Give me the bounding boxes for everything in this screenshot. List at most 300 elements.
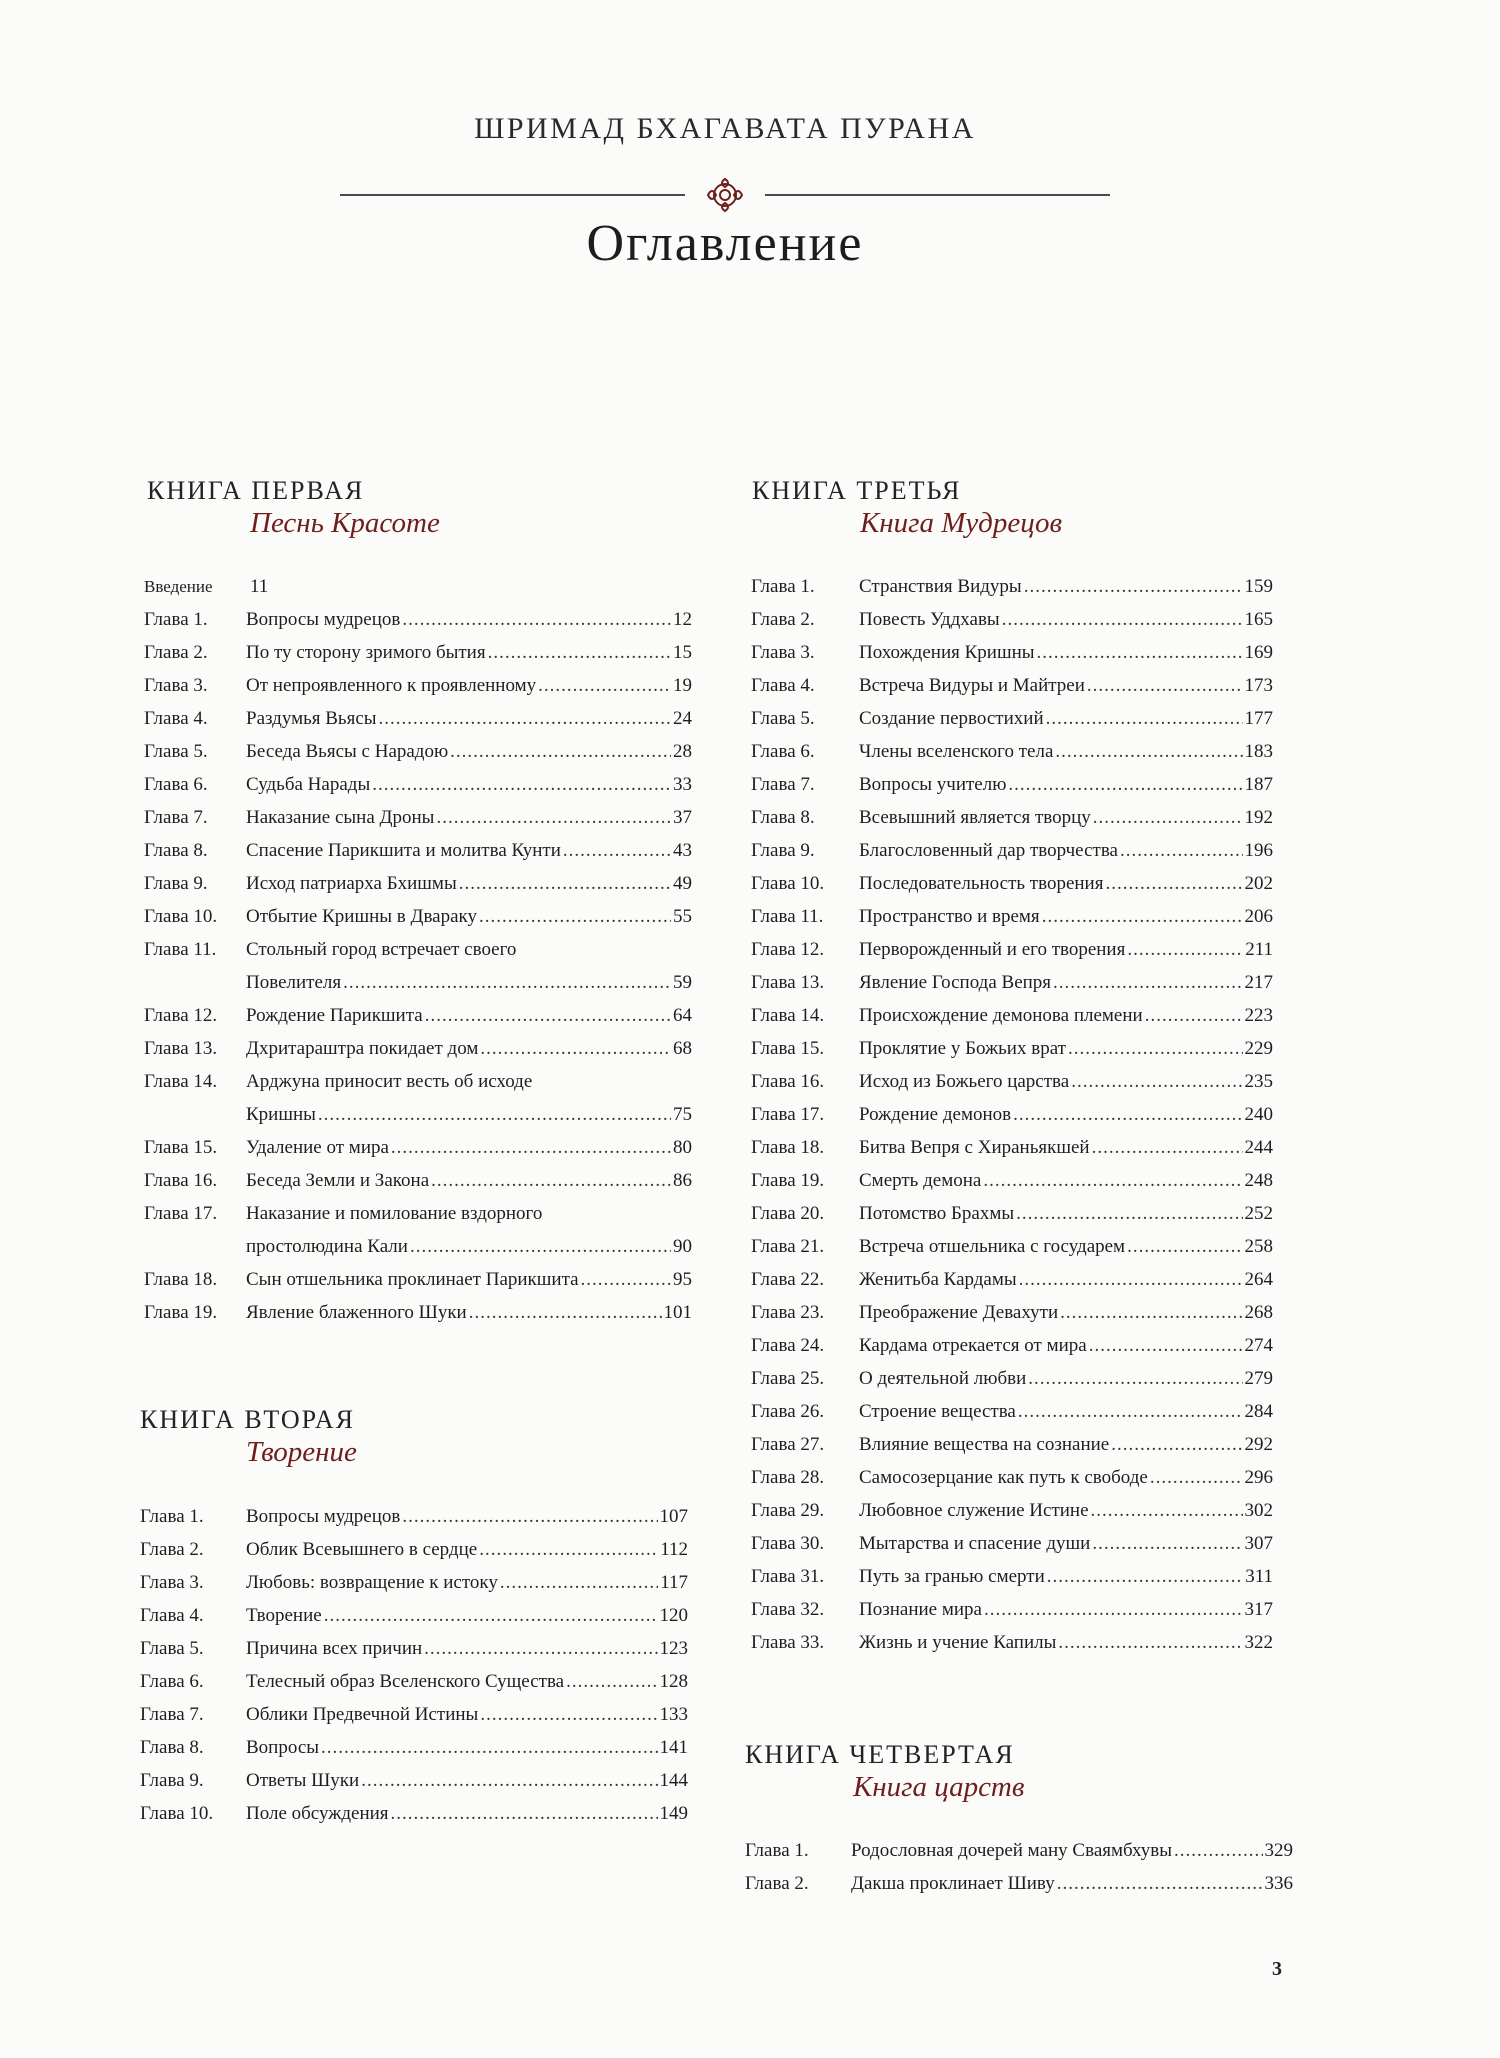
toc-entry: [246, 1797, 688, 1830]
toc-label: Глава 5.: [140, 1638, 204, 1659]
dot-leader: [318, 1098, 671, 1131]
toc-label: Глава 6.: [140, 1671, 204, 1692]
toc-row[interactable]: [751, 1296, 1273, 1329]
toc-entry: [246, 1098, 692, 1131]
toc-label: Глава 14.: [751, 1005, 825, 1026]
toc-page: 206: [1244, 906, 1273, 927]
toc-row[interactable]: [140, 1632, 688, 1665]
toc-title-continuation: Кришны: [246, 1104, 316, 1125]
book2-toc: [140, 1500, 688, 1830]
toc-page: 268: [1244, 1302, 1273, 1323]
book1-name: КНИГА ПЕРВАЯ: [147, 476, 365, 505]
toc-label: Глава 12.: [751, 939, 825, 960]
toc-label: Введение: [144, 577, 213, 596]
dot-leader: [1091, 1494, 1243, 1527]
toc-row[interactable]: [144, 867, 692, 900]
dot-leader: [1028, 1362, 1242, 1395]
toc-page: 284: [1244, 1401, 1273, 1422]
toc-title: Спасение Парикшита и молитва Кунти: [246, 840, 561, 861]
page-number: 3: [1272, 1958, 1282, 1980]
toc-label: Глава 31.: [751, 1566, 825, 1587]
toc-row[interactable]: [751, 1593, 1273, 1626]
toc-title: Ответы Шуки: [246, 1770, 360, 1791]
toc-row[interactable]: [140, 1665, 688, 1698]
toc-page: 75: [673, 1104, 692, 1125]
dot-leader: [410, 1230, 671, 1263]
dot-leader: [425, 999, 671, 1032]
dot-leader: [459, 867, 671, 900]
toc-page: 252: [1244, 1203, 1273, 1224]
dot-leader: [1174, 1834, 1263, 1867]
toc-entry: [859, 933, 1273, 966]
toc-row[interactable]: [144, 900, 692, 933]
toc-label: Глава 19.: [751, 1170, 825, 1191]
toc-row[interactable]: [140, 1731, 688, 1764]
toc-row[interactable]: [751, 603, 1273, 636]
dot-leader: [1087, 669, 1243, 702]
toc-entry: [859, 1197, 1273, 1230]
book1-heading: [147, 476, 440, 540]
toc-title: Судьба Нарады: [246, 774, 371, 795]
dot-leader: [1071, 1065, 1242, 1098]
toc-label: Глава 33.: [751, 1632, 825, 1653]
dot-leader: [1058, 1626, 1242, 1659]
toc-entry: [859, 735, 1273, 768]
dot-leader: [324, 1599, 658, 1632]
toc-row[interactable]: [751, 1197, 1273, 1230]
toc-page: 141: [659, 1737, 688, 1758]
toc-row[interactable]: [140, 1599, 688, 1632]
toc-label: Глава 10.: [144, 906, 218, 927]
toc-label: Глава 9.: [140, 1770, 204, 1791]
toc-page: 296: [1244, 1467, 1273, 1488]
toc-label: Глава 7.: [144, 807, 208, 828]
toc-entry: [246, 1599, 688, 1632]
toc-entry: [246, 1500, 688, 1533]
toc-entry: [246, 1632, 688, 1665]
dot-leader: [1111, 1428, 1242, 1461]
toc-page: 177: [1244, 708, 1273, 729]
toc-entry: [859, 636, 1273, 669]
toc-entry: [859, 1164, 1273, 1197]
book1-toc: [144, 570, 692, 1329]
book4-name: КНИГА ЧЕТВЕРТАЯ: [745, 1740, 1015, 1769]
toc-row[interactable]: [751, 1527, 1273, 1560]
toc-page: 33: [673, 774, 692, 795]
toc-title: Явление Господа Вепря: [859, 972, 1052, 993]
toc-row[interactable]: [144, 735, 692, 768]
dot-leader: [1127, 1230, 1242, 1263]
toc-page: 144: [659, 1770, 688, 1791]
dot-leader: [1120, 834, 1243, 867]
toc-page: 112: [660, 1539, 688, 1560]
toc-title: Повесть Уддхавы: [859, 609, 1000, 630]
toc-title: Странствия Видуры: [859, 576, 1022, 597]
toc-title: Явление блаженного Шуки: [246, 1302, 467, 1323]
toc-label: Глава 8.: [140, 1737, 204, 1758]
toc-row-continuation[interactable]: [144, 1230, 692, 1263]
toc-row[interactable]: [144, 702, 692, 735]
toc-label: Глава 21.: [751, 1236, 825, 1257]
toc-entry: [246, 1731, 688, 1764]
toc-page: 211: [1245, 939, 1273, 960]
toc-title: Вопросы мудрецов: [246, 1506, 401, 1527]
toc-entry: [246, 1698, 688, 1731]
toc-title: Раздумья Вьясы: [246, 708, 377, 729]
toc-entry: [859, 999, 1273, 1032]
toc-title: Проклятие у Божьих врат: [859, 1038, 1066, 1059]
toc-entry: [859, 1395, 1273, 1428]
toc-title: Сын отшельника проклинает Парикшита: [246, 1269, 579, 1290]
toc-page: 229: [1244, 1038, 1273, 1059]
toc-page: 117: [660, 1572, 688, 1593]
toc-page: 133: [659, 1704, 688, 1725]
toc-title: Беседа Земли и Закона: [246, 1170, 430, 1191]
toc-title: Женитьба Кардамы: [859, 1269, 1017, 1290]
toc-row[interactable]: [751, 1626, 1273, 1659]
toc-page: 128: [659, 1671, 688, 1692]
toc-page: 302: [1244, 1500, 1273, 1521]
toc-label: Глава 15.: [144, 1137, 218, 1158]
dot-leader: [402, 603, 671, 636]
toc-page: 15: [673, 642, 692, 663]
toc-entry: [246, 1131, 692, 1164]
toc-entry: [859, 570, 1273, 603]
dot-leader: [479, 900, 671, 933]
toc-row[interactable]: [751, 1164, 1273, 1197]
dot-leader: [391, 1131, 671, 1164]
toc-page: 43: [673, 840, 692, 861]
toc-row[interactable]: [144, 1131, 692, 1164]
toc-entry: [859, 1065, 1273, 1098]
toc-row[interactable]: [751, 768, 1273, 801]
dot-leader: [379, 702, 671, 735]
dot-leader: [1060, 1296, 1242, 1329]
toc-row[interactable]: [751, 1428, 1273, 1461]
toc-title: Происхождение демонова племени: [859, 1005, 1143, 1026]
toc-row[interactable]: [751, 1560, 1273, 1593]
toc-entry: [859, 1263, 1273, 1296]
toc-entry: [246, 702, 692, 735]
toc-title: Всевышний является творцу: [859, 807, 1091, 828]
toc-entry: [246, 1665, 688, 1698]
toc-entry: [246, 1230, 692, 1263]
toc-label: Глава 12.: [144, 1005, 218, 1026]
toc-entry: [246, 966, 692, 999]
toc-entry: [246, 1164, 692, 1197]
toc-title: Дакша проклинает Шиву: [851, 1873, 1055, 1894]
toc-label: Глава 16.: [751, 1071, 825, 1092]
toc-page: 68: [673, 1038, 692, 1059]
toc-entry: [246, 669, 692, 702]
toc-label: Глава 1.: [751, 576, 815, 597]
toc-entry: [246, 636, 692, 669]
toc-title: Последовательность творения: [859, 873, 1104, 894]
dot-leader: [424, 1632, 657, 1665]
toc-page: 90: [673, 1236, 692, 1257]
toc-entry: [246, 1764, 688, 1797]
toc-page: 336: [1264, 1873, 1293, 1894]
dot-leader: [1053, 966, 1242, 999]
dot-leader: [500, 1566, 658, 1599]
toc-page: 274: [1244, 1335, 1273, 1356]
toc-page: 223: [1244, 1005, 1273, 1026]
toc-page: 19: [673, 675, 692, 696]
toc-row[interactable]: [140, 1500, 688, 1533]
toc-label: Глава 16.: [144, 1170, 218, 1191]
toc-row[interactable]: [751, 966, 1273, 999]
book4-heading: [745, 1740, 1024, 1804]
toc-title-continuation: простолюдина Кали: [246, 1236, 408, 1257]
book3-name: КНИГА ТРЕТЬЯ: [752, 476, 962, 505]
toc-row[interactable]: [144, 834, 692, 867]
dot-leader: [1089, 1329, 1243, 1362]
toc-row[interactable]: [144, 1065, 692, 1098]
dot-leader: [343, 966, 671, 999]
toc-row[interactable]: [140, 1698, 688, 1731]
toc-row[interactable]: [751, 867, 1273, 900]
toc-row-intro[interactable]: [144, 570, 692, 603]
toc-entry: [851, 1834, 1293, 1867]
book4-subtitle: Книга царств: [853, 1771, 1025, 1803]
toc-page: 322: [1244, 1632, 1273, 1653]
toc-page: 120: [659, 1605, 688, 1626]
book1-subtitle: Песнь Красоте: [250, 507, 440, 539]
toc-page: 311: [1245, 1566, 1273, 1587]
dot-leader: [436, 801, 671, 834]
toc-row[interactable]: [751, 570, 1273, 603]
toc-label: Глава 10.: [140, 1803, 214, 1824]
dot-leader: [321, 1731, 657, 1764]
toc-title: Творение: [246, 1605, 322, 1626]
toc-entry: [859, 702, 1273, 735]
toc-row[interactable]: [144, 669, 692, 702]
toc-title: Познание мира: [859, 1599, 982, 1620]
toc-entry: [859, 1560, 1273, 1593]
toc-page: 159: [1244, 576, 1273, 597]
toc-row[interactable]: [144, 768, 692, 801]
toc-label: Глава 11.: [144, 939, 217, 960]
toc-page: 196: [1244, 840, 1273, 861]
toc-label: Глава 7.: [140, 1704, 204, 1725]
toc-title: Похождения Кришны: [859, 642, 1035, 663]
toc-row[interactable]: [140, 1566, 688, 1599]
toc-title: Встреча Видуры и Майтреи: [859, 675, 1085, 696]
dot-leader: [450, 735, 671, 768]
toc-label: Глава 9.: [751, 840, 815, 861]
toc-row[interactable]: [751, 636, 1273, 669]
toc-row[interactable]: [745, 1834, 1293, 1867]
toc-row[interactable]: [144, 1032, 692, 1065]
toc-label: Глава 19.: [144, 1302, 218, 1323]
toc-entry: [246, 1566, 688, 1599]
toc-label: Глава 26.: [751, 1401, 825, 1422]
toc-page: 307: [1244, 1533, 1273, 1554]
toc-row[interactable]: [144, 801, 692, 834]
toc-entry: [246, 1032, 692, 1065]
toc-entry: [859, 1329, 1273, 1362]
toc-page: 95: [673, 1269, 692, 1290]
toc-label: Глава 11.: [751, 906, 824, 927]
toc-entry: [859, 834, 1273, 867]
dot-leader: [402, 1500, 657, 1533]
toc-label: Глава 29.: [751, 1500, 825, 1521]
page-title: Оглавление: [586, 215, 864, 272]
toc-entry: [859, 1428, 1273, 1461]
toc-label: Глава 7.: [751, 774, 815, 795]
toc-entry: [246, 1263, 692, 1296]
toc-title: Преображение Девахути: [859, 1302, 1059, 1323]
toc-row[interactable]: [751, 900, 1273, 933]
toc-row[interactable]: [751, 1131, 1273, 1164]
toc-label: Глава 25.: [751, 1368, 825, 1389]
toc-label: Глава 20.: [751, 1203, 825, 1224]
toc-page: 169: [1244, 642, 1273, 663]
dot-leader: [488, 636, 671, 669]
toc-row-continuation[interactable]: [144, 966, 692, 999]
toc-title: Беседа Вьясы с Нарадою: [246, 741, 449, 762]
toc-row[interactable]: [751, 1494, 1273, 1527]
toc-title: Исход из Божьего царства: [859, 1071, 1070, 1092]
dot-leader: [1092, 1527, 1242, 1560]
toc-row[interactable]: [140, 1797, 688, 1830]
toc-label: Глава 17.: [751, 1104, 825, 1125]
toc-row[interactable]: [140, 1764, 688, 1797]
toc-page: 123: [659, 1638, 688, 1659]
toc-title: Любовь: возвращение к истоку: [246, 1572, 498, 1593]
toc-row[interactable]: [751, 1032, 1273, 1065]
toc-label: Глава 27.: [751, 1434, 825, 1455]
toc-label: Глава 28.: [751, 1467, 825, 1488]
toc-label: Глава 18.: [144, 1269, 218, 1290]
toc-row[interactable]: [751, 933, 1273, 966]
toc-title: Кардама отрекается от мира: [859, 1335, 1087, 1356]
dot-leader: [1024, 570, 1243, 603]
toc-page: 264: [1244, 1269, 1273, 1290]
book3-subtitle: Книга Мудрецов: [860, 507, 1063, 539]
toc-row[interactable]: [751, 834, 1273, 867]
dot-leader: [1008, 768, 1242, 801]
toc-row[interactable]: [751, 1065, 1273, 1098]
toc-title: Рождение Парикшита: [246, 1005, 423, 1026]
toc-row[interactable]: [751, 1098, 1273, 1131]
toc-row[interactable]: [751, 1362, 1273, 1395]
toc-row[interactable]: [144, 1296, 692, 1329]
toc-entry: [859, 603, 1273, 636]
toc-label: Глава 1.: [144, 609, 208, 630]
toc-title: Поле обсуждения: [246, 1803, 389, 1824]
dot-leader: [1105, 867, 1242, 900]
toc-page: 165: [1244, 609, 1273, 630]
toc-label: Глава 2.: [745, 1873, 809, 1894]
toc-row[interactable]: [144, 999, 692, 1032]
toc-title: По ту сторону зримого бытия: [246, 642, 486, 663]
dot-leader: [566, 1665, 657, 1698]
toc-row[interactable]: [751, 1230, 1273, 1263]
toc-label: Глава 8.: [144, 840, 208, 861]
toc-page: 64: [673, 1005, 692, 1026]
toc-entry: [859, 669, 1273, 702]
toc-entry: [246, 768, 692, 801]
dot-leader: [984, 1593, 1243, 1626]
toc-row[interactable]: [751, 1461, 1273, 1494]
toc-row[interactable]: [144, 603, 692, 636]
toc-label: Глава 18.: [751, 1137, 825, 1158]
toc-page: 235: [1244, 1071, 1273, 1092]
dot-leader: [1055, 735, 1242, 768]
book3-toc: [751, 570, 1273, 1659]
toc-page: 202: [1244, 873, 1273, 894]
toc-label: Глава 8.: [751, 807, 815, 828]
dot-leader: [1145, 999, 1243, 1032]
toc-title: О деятельной любви: [859, 1368, 1027, 1389]
toc-row[interactable]: [140, 1533, 688, 1566]
toc-row[interactable]: [144, 933, 692, 966]
toc-label: Глава 6.: [144, 774, 208, 795]
toc-row[interactable]: [751, 669, 1273, 702]
dot-leader: [431, 1164, 671, 1197]
toc-page: 244: [1244, 1137, 1273, 1158]
toc-label: Глава 2.: [751, 609, 815, 630]
toc-entry: [246, 834, 692, 867]
toc-label: Глава 1.: [140, 1506, 204, 1527]
toc-row[interactable]: [144, 1164, 692, 1197]
toc-page: 37: [673, 807, 692, 828]
toc-page: 49: [673, 873, 692, 894]
toc-label: Глава 13.: [751, 972, 825, 993]
toc-entry: [246, 867, 692, 900]
toc-title: Пространство и время: [859, 906, 1040, 927]
toc-row[interactable]: [751, 1395, 1273, 1428]
toc-row[interactable]: [751, 999, 1273, 1032]
toc-entry: [859, 1461, 1273, 1494]
toc-page: 59: [673, 972, 692, 993]
toc-row[interactable]: [751, 1329, 1273, 1362]
toc-label: Глава 5.: [144, 741, 208, 762]
toc-row[interactable]: [144, 1197, 692, 1230]
toc-row[interactable]: [751, 735, 1273, 768]
toc-entry: [859, 1362, 1273, 1395]
toc-entry: [246, 999, 692, 1032]
toc-title: Вопросы учителю: [859, 774, 1007, 795]
book4-toc: [745, 1834, 1293, 1900]
dot-leader: [1018, 1395, 1243, 1428]
toc-row-continuation[interactable]: [144, 1098, 692, 1131]
toc-row[interactable]: [745, 1867, 1293, 1900]
toc-label: Глава 2.: [144, 642, 208, 663]
toc-row[interactable]: [144, 1263, 692, 1296]
toc-row[interactable]: [751, 1263, 1273, 1296]
toc-row[interactable]: [751, 801, 1273, 834]
toc-page: 24: [673, 708, 692, 729]
toc-entry: [859, 1494, 1273, 1527]
toc-title: Самосозерцание как путь к свободе: [859, 1467, 1148, 1488]
toc-title: Жизнь и учение Капилы: [859, 1632, 1057, 1653]
dot-leader: [1002, 603, 1243, 636]
toc-row[interactable]: [751, 702, 1273, 735]
toc-row[interactable]: [144, 636, 692, 669]
dot-leader: [1013, 1098, 1242, 1131]
toc-page: 149: [659, 1803, 688, 1824]
book3-heading: [752, 476, 1062, 540]
toc-page: 183: [1244, 741, 1273, 762]
toc-entry: [859, 1296, 1273, 1329]
toc-title: Путь за гранью смерти: [859, 1566, 1045, 1587]
toc-title: Причина всех причин: [246, 1638, 423, 1659]
toc-page: 55: [673, 906, 692, 927]
toc-page: 107: [659, 1506, 688, 1527]
toc-page: 317: [1244, 1599, 1273, 1620]
